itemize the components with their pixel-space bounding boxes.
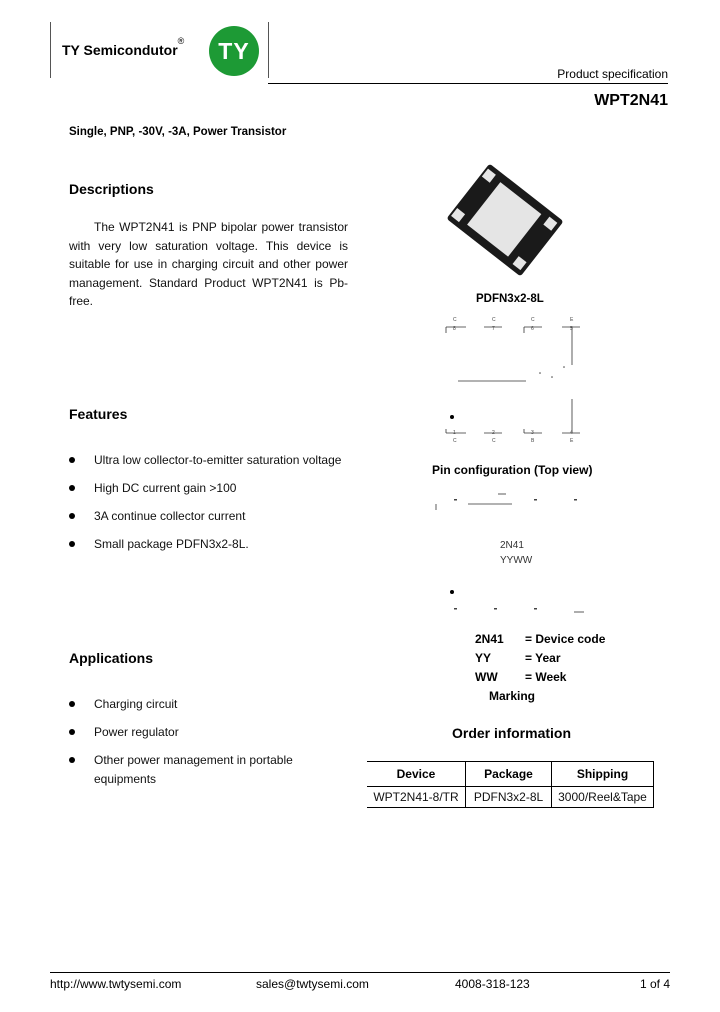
company-name: TY Semicondutor® <box>62 36 185 58</box>
pin-num-bottom-1: 1 <box>453 430 456 436</box>
bullet-icon <box>69 701 75 707</box>
legend-key: WW <box>475 670 498 684</box>
list-item: 3A continue collector current <box>94 509 246 523</box>
column-header: Package <box>466 762 552 787</box>
pin-num-bottom-2: 2 <box>492 430 495 436</box>
header-rule <box>268 83 668 84</box>
table-cell: PDFN3x2-8L <box>466 787 552 808</box>
pin-label-top-3: C <box>531 317 535 323</box>
pin1-dot <box>450 415 454 419</box>
list-item: High DC current gain >100 <box>94 481 237 495</box>
pin-label-top-1: C <box>453 317 457 323</box>
pin-num-top-3: 6 <box>531 326 534 332</box>
pin-label-bottom-3: B <box>531 438 535 444</box>
pin-label-bottom-4: E <box>570 438 574 444</box>
marking-diagram <box>434 488 594 618</box>
table-cell: 3000/Reel&Tape <box>558 790 647 804</box>
doc-type: Product specification <box>557 67 668 81</box>
list-item: Other power management in portable <box>94 753 293 767</box>
table-cell: WPT2N41-8/TR <box>367 787 466 808</box>
bullet-icon <box>69 513 75 519</box>
legend-key: YY <box>475 651 492 665</box>
footer-website[interactable]: http://www.twtysemi.com <box>50 977 182 991</box>
header-right-rule <box>268 22 269 78</box>
legend-value: = Year <box>525 651 561 665</box>
package-label: PDFN3x2-8L <box>476 293 544 305</box>
marking-line-2: YYWW <box>500 555 533 566</box>
footer-rule <box>50 972 670 973</box>
bullet-icon <box>69 485 75 491</box>
description-text: The WPT2N41 is PNP bipolar power transistor with very low saturation voltage. This device is suitable for use in charging circuit and other power management. Standard Product WPT2N41 is Pb-free. <box>69 220 348 308</box>
pin-num-top-2: 7 <box>492 326 495 332</box>
bullet-icon <box>69 757 75 763</box>
part-number: WPT2N41 <box>594 92 668 109</box>
company-logo: TY <box>209 26 259 76</box>
pin-num-bottom-4: 4 <box>570 430 573 436</box>
order-heading: Order information <box>452 725 572 741</box>
footer-page-number: 1 of 4 <box>639 977 670 991</box>
descriptions-heading: Descriptions <box>69 181 154 197</box>
pin-label-top-2: C <box>492 317 496 323</box>
legend-key: 2N41 <box>475 632 504 646</box>
list-item: Power regulator <box>94 725 179 739</box>
pin-configuration-caption: Pin configuration (Top view) <box>432 463 593 477</box>
list-item: Charging circuit <box>94 697 178 711</box>
subtitle: Single, PNP, -30V, -3A, Power Transistor <box>69 126 287 138</box>
pin-num-top-1: 8 <box>453 326 456 332</box>
features-heading: Features <box>69 406 128 422</box>
footer-phone: 4008-318-123 <box>455 977 530 991</box>
footer-email[interactable]: sales@twtysemi.com <box>256 977 369 991</box>
package-image <box>440 160 570 280</box>
list-item: Ultra low collector-to-emitter saturation voltage <box>94 453 342 467</box>
applications-heading: Applications <box>69 650 154 666</box>
marking-caption: Marking <box>489 689 536 703</box>
list-item: Small package PDFN3x2-8L. <box>94 537 249 551</box>
column-header: Shipping <box>552 762 654 787</box>
table-header-row <box>367 762 654 787</box>
bullet-icon <box>69 541 75 547</box>
pin-label-top-4: E <box>570 317 574 323</box>
column-header: Device <box>367 762 466 787</box>
legend-value: = Device code <box>525 632 606 646</box>
pin-label-bottom-2: C <box>492 438 496 444</box>
marking-line-1: 2N41 <box>500 540 524 551</box>
pin-schematic <box>440 315 600 445</box>
bullet-icon <box>69 729 75 735</box>
order-table <box>367 761 654 808</box>
legend-value: = Week <box>525 670 567 684</box>
pin-num-bottom-3: 3 <box>531 430 534 436</box>
header-left-rule <box>50 22 51 78</box>
marking-pin1-dot <box>450 590 454 594</box>
table-row <box>367 787 654 808</box>
pin-num-top-4: 5 <box>570 326 573 332</box>
bullet-icon <box>69 457 75 463</box>
list-item-continued: equipments <box>94 772 157 786</box>
pin-label-bottom-1: C <box>453 438 457 444</box>
